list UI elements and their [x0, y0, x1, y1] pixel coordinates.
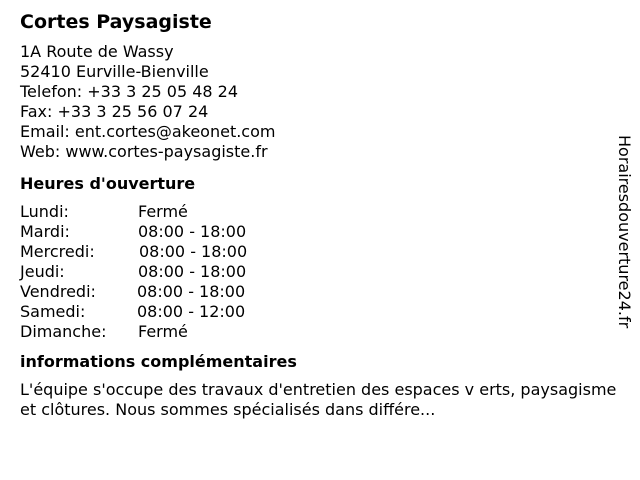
hours-time: 08:00 - 18:00 — [137, 282, 246, 301]
hours-table — [20, 202, 610, 342]
hours-time: 08:00 - 12:00 — [137, 302, 246, 321]
hours-day: Dimanche: — [20, 322, 107, 341]
hours-day: Lundi: — [20, 202, 69, 221]
contact-block — [20, 42, 610, 162]
address-city: 52410 Eurville-Bienville — [20, 62, 209, 81]
phone-number: Telefon: +33 3 25 05 48 24 — [20, 82, 239, 101]
hours-day: Mardi: — [20, 222, 70, 241]
hours-day: Mercredi: — [20, 242, 95, 261]
address-street: 1A Route de Wassy — [20, 42, 174, 61]
hours-row-lundi — [20, 202, 610, 222]
fax-number: Fax: +33 3 25 56 07 24 — [20, 102, 209, 121]
hours-day: Vendredi: — [20, 282, 96, 301]
business-name: Cortes Paysagiste — [20, 11, 212, 33]
hours-row-jeudi — [20, 262, 610, 282]
hours-day: Samedi: — [20, 302, 86, 321]
info-heading: informations complémentaires — [20, 352, 297, 371]
hours-row-vendredi — [20, 282, 610, 302]
info-description: L'équipe s'occupe des travaux d'entretien des espaces v erts, paysagisme et clôtures. Nous sommes spécialisés dans différe... — [20, 380, 617, 419]
hours-row-samedi — [20, 302, 610, 322]
hours-time: 08:00 - 18:00 — [138, 262, 247, 281]
hours-time: Fermé — [138, 202, 188, 221]
website: Web: www.cortes-paysagiste.fr — [20, 142, 268, 161]
email-address: Email: ent.cortes@akeonet.com — [20, 122, 276, 141]
hours-heading: Heures d'ouverture — [20, 174, 196, 193]
site-watermark: Horairesdouverture24.fr — [615, 135, 634, 329]
hours-time: 08:00 - 18:00 — [139, 242, 248, 261]
hours-row-dimanche — [20, 322, 610, 342]
hours-row-mardi — [20, 222, 610, 242]
hours-row-mercredi — [20, 242, 610, 262]
hours-time: Fermé — [138, 322, 188, 341]
hours-day: Jeudi: — [20, 262, 65, 281]
hours-time: 08:00 - 18:00 — [138, 222, 247, 241]
business-card — [20, 10, 617, 420]
